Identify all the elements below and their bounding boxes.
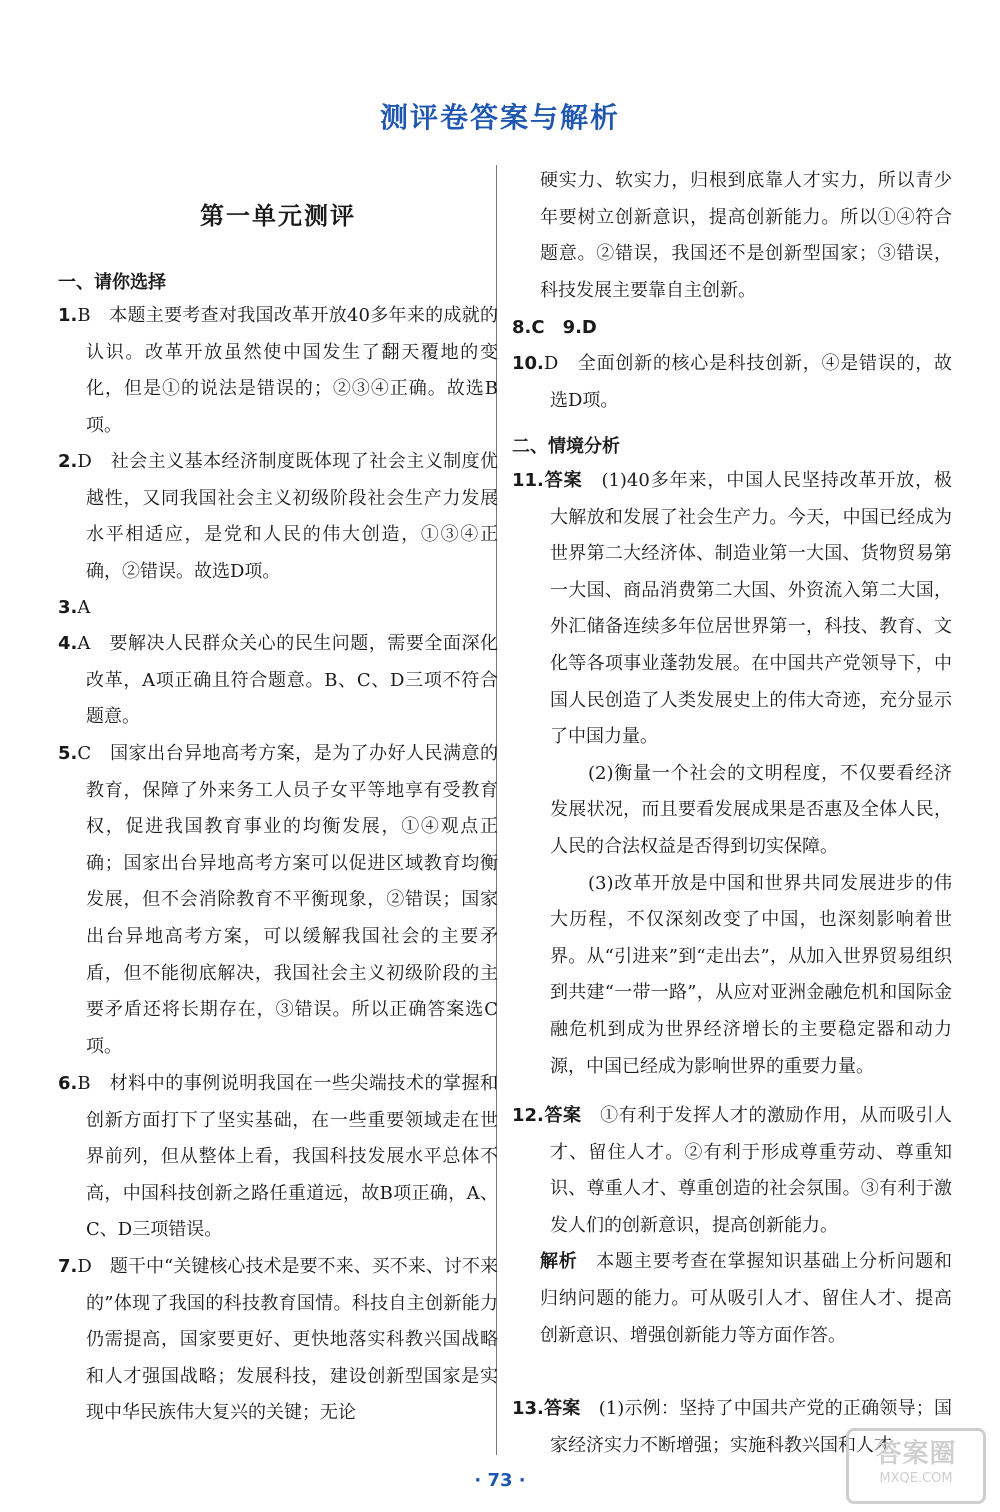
item-number: 7. — [58, 1256, 78, 1277]
watermark-top-text: 答案圈 — [875, 1439, 957, 1469]
answer-item-4 — [58, 626, 498, 736]
continued-text: 硬实力、软实力，归根到底靠人才实力，所以青少年要树立创新意识，提高创新能力。所以①④符合题意。②错误，我国还不是创新型国家；③错误，科技发展主要靠自主创新。 — [540, 170, 952, 301]
item-number: 5. — [58, 743, 78, 764]
item-answers-8-9: 8.C 9.D — [512, 317, 597, 338]
answer-item-2 — [58, 444, 498, 590]
item-number: 10. — [512, 353, 544, 374]
watermark-logo — [846, 1428, 986, 1504]
item-number: 13. — [512, 1398, 544, 1419]
answer-item-5 — [58, 736, 498, 1065]
answer-label: 答案 — [543, 470, 583, 491]
item-answer: A — [77, 633, 91, 654]
item-answer: D — [543, 353, 559, 374]
item-answer-part-3: (3)改革开放是中国和世界共同发展进步的伟大历程，不仅深刻改变了中国，也深刻影响着世界。从“引进来”到“走出去”，从加入世界贸易组织到共建“一带一路”，从应对亚洲金融危机和国际金融危机到成为世界经济增长的主要稳定器和动力源，中国已经成为影响世界的重要力量。 — [550, 872, 952, 1077]
page-title: 测评卷答案与解析 — [379, 101, 620, 134]
item-number: 6. — [58, 1073, 78, 1094]
item-answer: A — [77, 597, 91, 618]
answer-item-7 — [58, 1249, 498, 1432]
answer-item-1 — [58, 298, 498, 444]
answer-item-11 — [512, 463, 952, 1085]
item-number: 2. — [58, 451, 78, 472]
answer-item-7-continued — [512, 163, 952, 309]
answer-item-10 — [512, 346, 952, 419]
item-explanation: 要解决人民群众关心的民生问题，需要全面深化改革，A项正确且符合题意。B、C、D三项不符合题意。 — [86, 633, 499, 728]
page-number: · 73 · — [474, 1470, 526, 1491]
item-explanation: 本题主要考查对我国改革开放40多年来的成就的认识。改革开放虽然使中国发生了翻天覆地的变化，但是①的说法是错误的；②③④正确。故选B项。 — [86, 305, 499, 436]
item-answer: (1)示例：坚持了中国共产党的正确领导；国家经济实力不断增强；实施科教兴国和人才 — [550, 1398, 953, 1456]
item-explanation: 材料中的事例说明我国在一些尖端技术的掌握和创新方面打下了坚实基础，在一些重要领域走在世界前列，但从整体上看，我国科技发展水平总体不高，中国科技创新之路任重道远，故B项正确，A、C、D三项错误。 — [86, 1073, 499, 1241]
item-number: 3. — [58, 597, 78, 618]
item-number: 4. — [58, 633, 78, 654]
unit-title: 第一单元测评 — [200, 202, 356, 230]
item-answer: ①有利于发挥人才的激励作用，从而吸引人才、留住人才。②有利于形成尊重劳动、尊重知识、尊重人才、尊重创造的社会氛围。③有利于激发人们的创新意识，提高创新能力。 — [550, 1105, 953, 1236]
answer-label: 答案 — [543, 1105, 582, 1126]
section-heading-choice: 一、请你选择 — [58, 272, 166, 293]
item-analysis: 本题主要考查在掌握知识基础上分析问题和归纳问题的能力。可从吸引人才、留住人才、提高创新意识、增强创新能力等方面作答。 — [540, 1251, 953, 1346]
analysis-label: 解析 — [540, 1251, 578, 1273]
item-answer: B — [77, 1073, 91, 1094]
item-answer: B — [77, 305, 91, 326]
answer-items-8-9 — [512, 310, 952, 347]
item-answer-part-1: (1)40多年来，中国人民坚持改革开放，极大解放和发展了社会生产力。今天，中国已经成为世界第二大经济体、制造业第一大国、货物贸易第一大国、商品消费第二大国、外资流入第二大国，外汇储备连续多年位居世界第一，科技、教育、文化等各项事业蓬勃发展。在中国共产党领导下，中国人民创造了人类发展史上的伟大奇迹，充分显示了中国力量。 — [550, 470, 952, 748]
item-explanation: 社会主义基本经济制度既体现了社会主义制度优越性，又同我国社会主义初级阶段社会生产力发展水平相适应，是党和人民的伟大创造，①③④正确，②错误。故选D项。 — [86, 451, 499, 582]
item-explanation: 题干中“关键核心技术是要不来、买不来、讨不来的”体现了我国的科技教育国情。科技自主创新能力仍需提高，国家要更好、更快地落实科教兴国战略和人才强国战略；发展科技，建设创新型国家是实现中华民族伟大复兴的关键；无论 — [86, 1256, 499, 1424]
item-answer-part-2: (2)衡量一个社会的文明程度，不仅要看经济发展状况，而且要看发展成果是否惠及全体人民，人民的合法权益是否得到切实保障。 — [550, 762, 952, 857]
answer-item-6 — [58, 1066, 498, 1249]
section-heading-scenario: 二、情境分析 — [512, 436, 620, 457]
item-answer: D — [77, 451, 92, 472]
item-explanation: 国家出台异地高考方案，是为了办好人民满意的教育，保障了外来务工人员子女平等地享有受教育权，促进我国教育事业的均衡发展，①④观点正确；国家出台异地高考方案可以促进区域教育均衡发展，但不会消除教育不平衡现象，②错误；国家出台异地高考方案，可以缓解我国社会的主要矛盾，但不能彻底解决，我国社会主义初级阶段的主要矛盾还将长期存在，③错误。所以正确答案选C项。 — [86, 743, 499, 1057]
item-explanation: 全面创新的核心是科技创新，④是错误的，故选D项。 — [550, 353, 953, 411]
item-answer: C — [77, 743, 92, 764]
item-answer: D — [77, 1256, 92, 1277]
answer-label: 答案 — [543, 1398, 581, 1419]
item-number: 12. — [512, 1105, 544, 1126]
watermark-bottom-text: MXQE.COM — [879, 1471, 953, 1486]
answer-item-12 — [512, 1098, 952, 1354]
answer-item-3 — [58, 590, 498, 627]
item-number: 1. — [58, 305, 78, 326]
item-number: 11. — [512, 470, 544, 491]
